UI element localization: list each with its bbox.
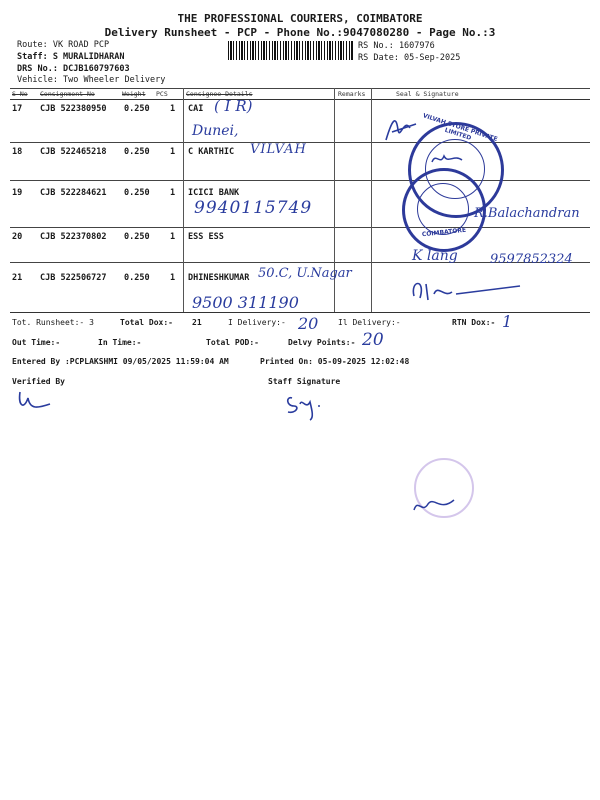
barcode-image bbox=[228, 41, 354, 60]
row-sno: 20 bbox=[12, 232, 23, 242]
rs-no-label: RS No.: 1607976 bbox=[358, 41, 435, 51]
row-sno: 18 bbox=[12, 147, 23, 157]
column-divider bbox=[183, 88, 184, 312]
row-weight: 0.250 bbox=[124, 273, 150, 283]
row-sno: 19 bbox=[12, 188, 23, 198]
company-stamp: VILVAH STORE PRIVATE LIMITED bbox=[408, 122, 504, 218]
handwritten-signature: R.Balachandran bbox=[474, 206, 580, 221]
staff-signature bbox=[284, 388, 344, 422]
row-pcs: 1 bbox=[170, 188, 176, 198]
verified-by-label: Verified By bbox=[12, 377, 65, 386]
signature-mark bbox=[410, 492, 460, 518]
undelivery-label: Il Delivery:- bbox=[338, 318, 401, 327]
company-stamp: COIMBATORE bbox=[402, 168, 486, 252]
runsheet-title: Delivery Runsheet - PCP - Phone No.:9047080280 - Page No.:3 bbox=[104, 26, 496, 39]
verifier-signature bbox=[16, 388, 56, 414]
row-pcs: 1 bbox=[170, 232, 176, 242]
out-time-label: Out Time:- bbox=[12, 338, 61, 347]
row-weight: 0.250 bbox=[124, 104, 150, 114]
delvy-points-label: Delvy Points:- bbox=[288, 338, 356, 347]
handwritten-note: VILVAH bbox=[250, 142, 307, 157]
row-divider bbox=[10, 180, 590, 181]
row-pcs: 1 bbox=[170, 104, 176, 114]
handwritten-phone: 9597852324 bbox=[490, 252, 573, 267]
col-header-details: Consignee Details bbox=[186, 90, 253, 98]
printed-on-label: Printed On: 05-09-2025 12:02:48 bbox=[260, 357, 410, 366]
row-consignee: CAI bbox=[188, 104, 204, 114]
row-divider bbox=[10, 227, 590, 228]
row-consignment: CJB 522465218 bbox=[40, 147, 107, 157]
row-weight: 0.250 bbox=[124, 147, 150, 157]
col-header-remarks: Remarks bbox=[338, 90, 366, 98]
drs-label: DRS No.: DCJB160797603 bbox=[17, 64, 130, 74]
delivery-label: I Delivery:- bbox=[228, 318, 286, 327]
row-sno: 21 bbox=[12, 273, 23, 283]
handwritten-delivery-count: 20 bbox=[298, 314, 319, 333]
col-header-consignment: Consignment No bbox=[40, 90, 95, 98]
signature-mark bbox=[408, 276, 528, 304]
total-dox-label: Total Dox:- bbox=[120, 318, 173, 327]
row-consignee: C KARTHIC bbox=[188, 147, 235, 157]
handwritten-delvy-points: 20 bbox=[362, 330, 384, 350]
signature-mark bbox=[428, 150, 468, 170]
total-dox-value: 21 bbox=[192, 318, 202, 327]
rs-date-label: RS Date: 05-Sep-2025 bbox=[358, 53, 461, 63]
handwritten-phone: 9940115749 bbox=[194, 198, 313, 218]
col-header-weight: Weight bbox=[122, 90, 146, 98]
col-header-sno: S No bbox=[12, 90, 28, 98]
col-header-pcs: PCS bbox=[156, 90, 168, 98]
handwritten-rtn-dox: 1 bbox=[502, 312, 513, 331]
vehicle-label: Vehicle: Two Wheeler Delivery bbox=[17, 75, 166, 85]
in-time-label: In Time:- bbox=[98, 338, 142, 347]
company-title: THE PROFESSIONAL COURIERS, COIMBATORE bbox=[177, 12, 423, 25]
handwritten-note: Dunei, bbox=[192, 123, 239, 139]
column-divider bbox=[371, 88, 372, 312]
staff-signature-label: Staff Signature bbox=[268, 377, 341, 386]
tot-runsheet-label: Tot. Runsheet:- 3 bbox=[12, 318, 94, 327]
table-header-rule bbox=[10, 99, 590, 100]
handwritten-phone: 9500 311190 bbox=[192, 293, 299, 312]
total-pod-label: Total POD:- bbox=[206, 338, 259, 347]
row-sno: 17 bbox=[12, 104, 23, 114]
row-consignment: CJB 522380950 bbox=[40, 104, 107, 114]
row-pcs: 1 bbox=[170, 273, 176, 283]
row-consignee: DHINESHKUMAR bbox=[188, 273, 250, 283]
row-consignment: CJB 522370802 bbox=[40, 232, 107, 242]
row-pcs: 1 bbox=[170, 147, 176, 157]
handwritten-name: K lang bbox=[412, 248, 458, 264]
staff-label: Staff: S MURALIDHARAN bbox=[17, 52, 125, 62]
row-weight: 0.250 bbox=[124, 232, 150, 242]
route-label: Route: VK ROAD PCP bbox=[17, 40, 110, 50]
row-consignee: ESS ESS bbox=[188, 232, 224, 242]
entered-by-label: Entered By :PCPLAKSHMI 09/05/2025 11:59:04 AM bbox=[12, 357, 229, 366]
handwritten-note: ( I R) bbox=[214, 97, 253, 115]
row-consignee: ICICI BANK bbox=[188, 188, 240, 198]
rtn-dox-label: RTN Dox:- bbox=[452, 318, 496, 327]
table-top-rule bbox=[10, 88, 590, 89]
row-weight: 0.250 bbox=[124, 188, 150, 198]
handwritten-address: 50.C, U.Nagar bbox=[258, 266, 352, 281]
row-consignment: CJB 522506727 bbox=[40, 273, 107, 283]
row-consignment: CJB 522284621 bbox=[40, 188, 107, 198]
col-header-seal: Seal & Signature bbox=[396, 90, 459, 98]
